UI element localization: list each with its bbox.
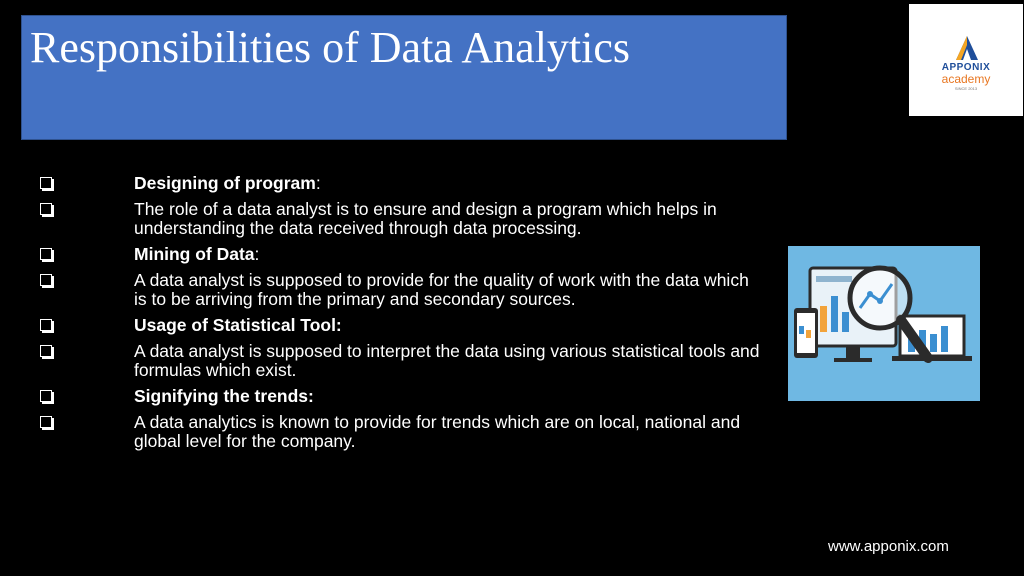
checkbox-bullet-icon <box>40 319 52 331</box>
checkbox-bullet-icon <box>40 177 52 189</box>
item-text: A data analytics is known to provide for trends which are on local, national and global level for the company. <box>134 412 741 451</box>
list-item <box>40 200 760 238</box>
item-heading-colon: : <box>254 244 260 264</box>
list-item <box>40 174 760 193</box>
title-banner <box>21 15 787 140</box>
list-item <box>40 245 760 264</box>
checkbox-bullet-icon <box>40 203 52 215</box>
checkbox-bullet-icon <box>40 416 52 428</box>
checkbox-bullet-icon <box>40 345 52 357</box>
list-item <box>40 271 760 309</box>
slide-title: Responsibilities of Data Analytics <box>30 23 631 72</box>
item-heading-colon: : <box>315 173 321 193</box>
list-item <box>40 342 760 380</box>
responsibility-list <box>40 174 760 458</box>
website-url: www.apponix.com <box>828 538 949 555</box>
item-text: A data analyst is supposed to provide for the quality of work with the data which is to be arriving from the primary and secondary sources. <box>134 270 749 309</box>
item-heading: Usage of Statistical Tool: <box>134 315 342 335</box>
logo-since: SINCE 2013 <box>954 86 978 91</box>
item-text: A data analyst is supposed to interpret the data using various statistical tools and formulas which exist. <box>134 341 760 380</box>
checkbox-bullet-icon <box>40 248 52 260</box>
list-item <box>40 387 760 406</box>
data-analytics-illustration <box>788 246 980 401</box>
logo-mark-icon <box>956 36 978 60</box>
list-item <box>40 316 760 335</box>
checkbox-bullet-icon <box>40 390 52 402</box>
logo-name: APPONIX <box>941 62 991 73</box>
item-heading: Signifying the trends: <box>134 386 314 406</box>
item-text: The role of a data analyst is to ensure and design a program which helps in understanding the data received through data processing. <box>134 199 717 238</box>
item-heading: Mining of Data <box>134 244 255 264</box>
apponix-logo <box>909 4 1023 116</box>
logo-subtitle: academy <box>941 72 991 86</box>
list-item <box>40 413 760 451</box>
checkbox-bullet-icon <box>40 274 52 286</box>
item-heading: Designing of program <box>134 173 316 193</box>
analytics-devices-icon <box>788 246 980 401</box>
